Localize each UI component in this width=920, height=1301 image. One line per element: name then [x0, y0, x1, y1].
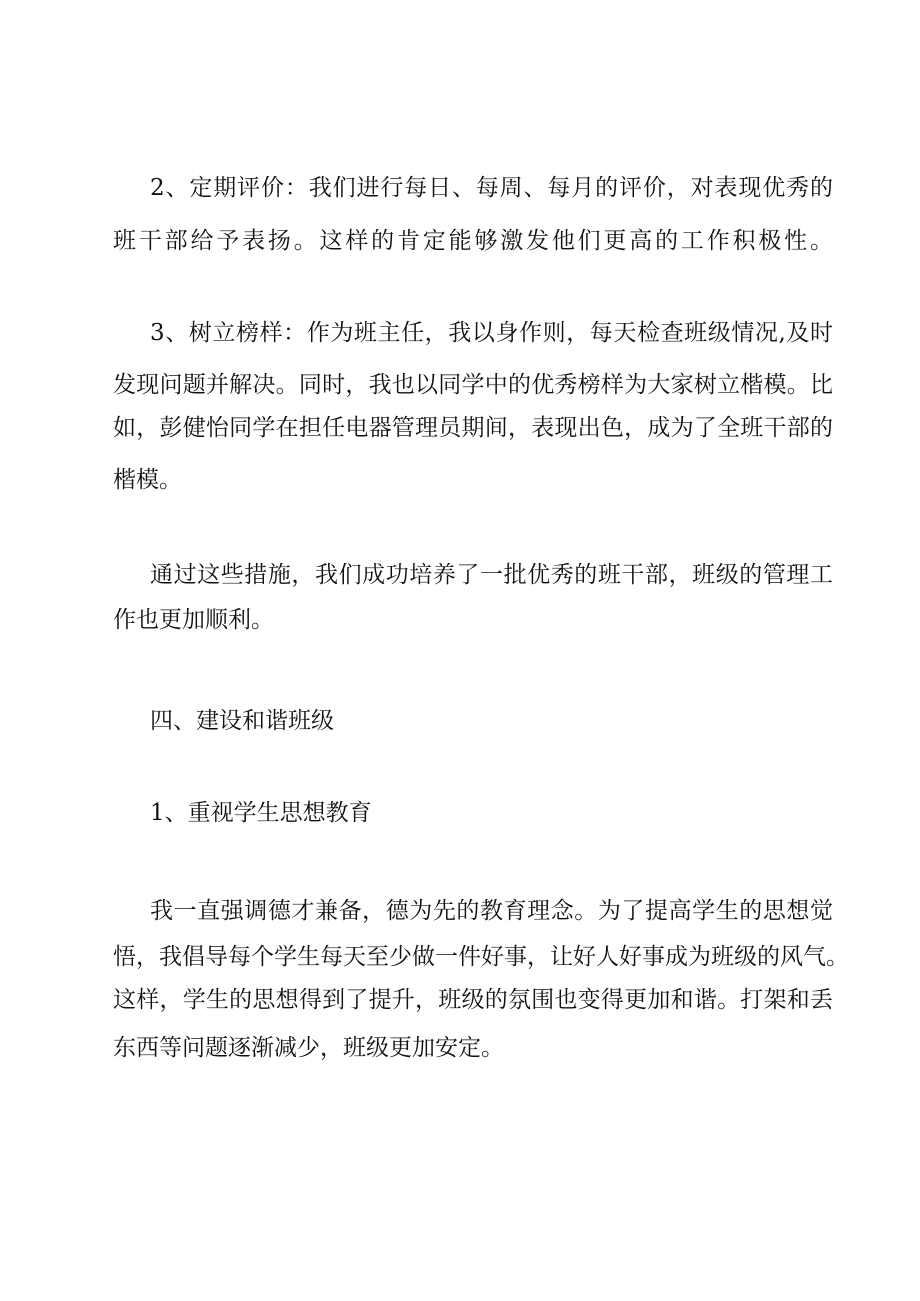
paragraph-1-line-2: 班干部给予表扬。这样的肯定能够激发他们更高的工作积极性。 — [113, 228, 833, 254]
paragraph-4-line-2: 悟，我倡导每个学生每天至少做一件好事，让好人好事成为班级的风气。 — [113, 944, 849, 970]
paragraph-2-line-2: 发现问题并解决。同时，我也以同学中的优秀榜样为大家树立楷模。比 — [113, 372, 833, 398]
paragraph-2-line-4: 楷模。 — [113, 467, 182, 493]
paragraph-3-line-1: 通过这些措施，我们成功培养了一批优秀的班干部，班级的管理工 — [150, 562, 833, 588]
paragraph-2-line-1: 3、树立榜样：作为班主任，我以身作则，每天检查班级情况,及时 — [150, 320, 833, 346]
paragraph-4-line-3: 这样，学生的思想得到了提升，班级的氛围也变得更加和谐。打架和丢 — [113, 987, 833, 1013]
paragraph-3-line-2: 作也更加顺利。 — [113, 607, 274, 633]
subsection-heading: 1、重视学生思想教育 — [150, 800, 372, 826]
paragraph-1-line-1: 2、定期评价：我们进行每日、每周、每月的评价，对表现优秀的 — [150, 175, 833, 201]
paragraph-2-line-3: 如，彭健怡同学在担任电器管理员期间，表现出色，成为了全班干部的 — [113, 415, 833, 441]
paragraph-4-line-4: 东西等问题逐渐减少，班级更加安定。 — [113, 1035, 504, 1061]
paragraph-4-line-1: 我一直强调德才兼备，德为先的教育理念。为了提高学生的思想觉 — [150, 898, 833, 924]
section-heading: 四、建设和谐班级 — [150, 708, 334, 734]
